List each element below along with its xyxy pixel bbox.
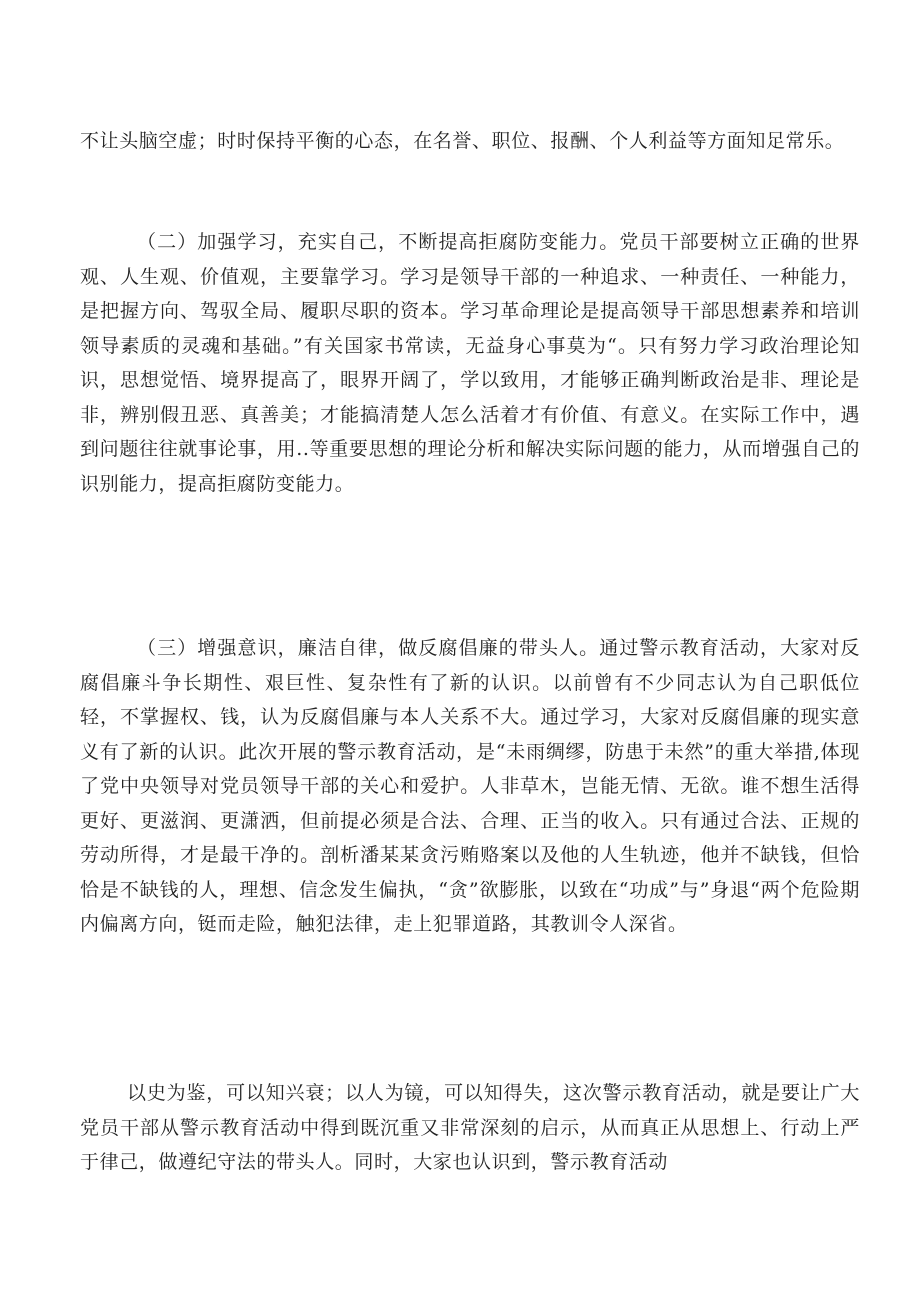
paragraph-enhance-awareness: （三）增强意识，廉洁自律，做反腐倡廉的带头人。通过警示教育活动，大家对反腐倡廉斗争长期性、艰巨性、复杂性有了新的认识。以前曾有不少同志认为自己职低位轻，不掌握权、钱，认为反腐倡廉与本人关系不大。通过学习，大家对反腐倡廉的现实意义有了新的认识。此次开展的警示教育活动，是“未雨绸缪，防患于未然”的重大举措,体现了党中央领导对党员领导干部的关心和爱护。人非草木，岂能无情、无欲。谁不想生活得更好、更滋润、更潇洒，但前提必须是合法、合理、正当的收入。只有通过合法、正规的劳动所得，才是最干净的。剖析潘某某贪污贿赂案以及他的人生轨迹，他并不缺钱，但恰恰是不缺钱的人，理想、信念发生偏执，“贪”欲膨胀，以致在“功成”与”身退“两个危险期内偏离方向，铤而走险，触犯法律，走上犯罪道路，其教训令人深省。 — [80, 637, 860, 935]
paragraph-strengthen-learning: （二）加强学习，充实自己，不断提高拒腐防变能力。党员干部要树立正确的世界观、人生观、价值观，主要靠学习。学习是领导干部的一种追求、一种责任、一种能力，是把握方向、驾驭全局、履职尽职的资本。学习革命理论是提高领导干部思想素养和培训领导素质的灵魂和基础。”有关国家书常读，无益身心事莫为“。只有努力学习政治理论知识，思想觉悟、境界提高了，眼界开阔了，学以致用，才能够正确判断政治是非、理论是非，辨别假丑恶、真善美；才能搞清楚人怎么活着才有价值、有意义。在实际工作中，遇到问题往往就事论事，用..等重要思想的理论分析和解决实际问题的能力，从而增强自己的识别能力，提高拒腐防变能力。 — [80, 231, 860, 495]
paragraph-continuation: 不让头脑空虚；时时保持平衡的心态，在名誉、职位、报酬、个人利益等方面知足常乐。 — [80, 130, 845, 152]
paragraph-history-mirror: 以史为鉴，可以知兴衰；以人为镜，可以知得失，这次警示教育活动，就是要让广大党员干部从警示教育活动中得到既沉重又非常深刻的启示，从而真正从思想上、行动上严于律己，做遵纪守法的带头人。同时，大家也认识到，警示教育活动 — [80, 1082, 860, 1173]
